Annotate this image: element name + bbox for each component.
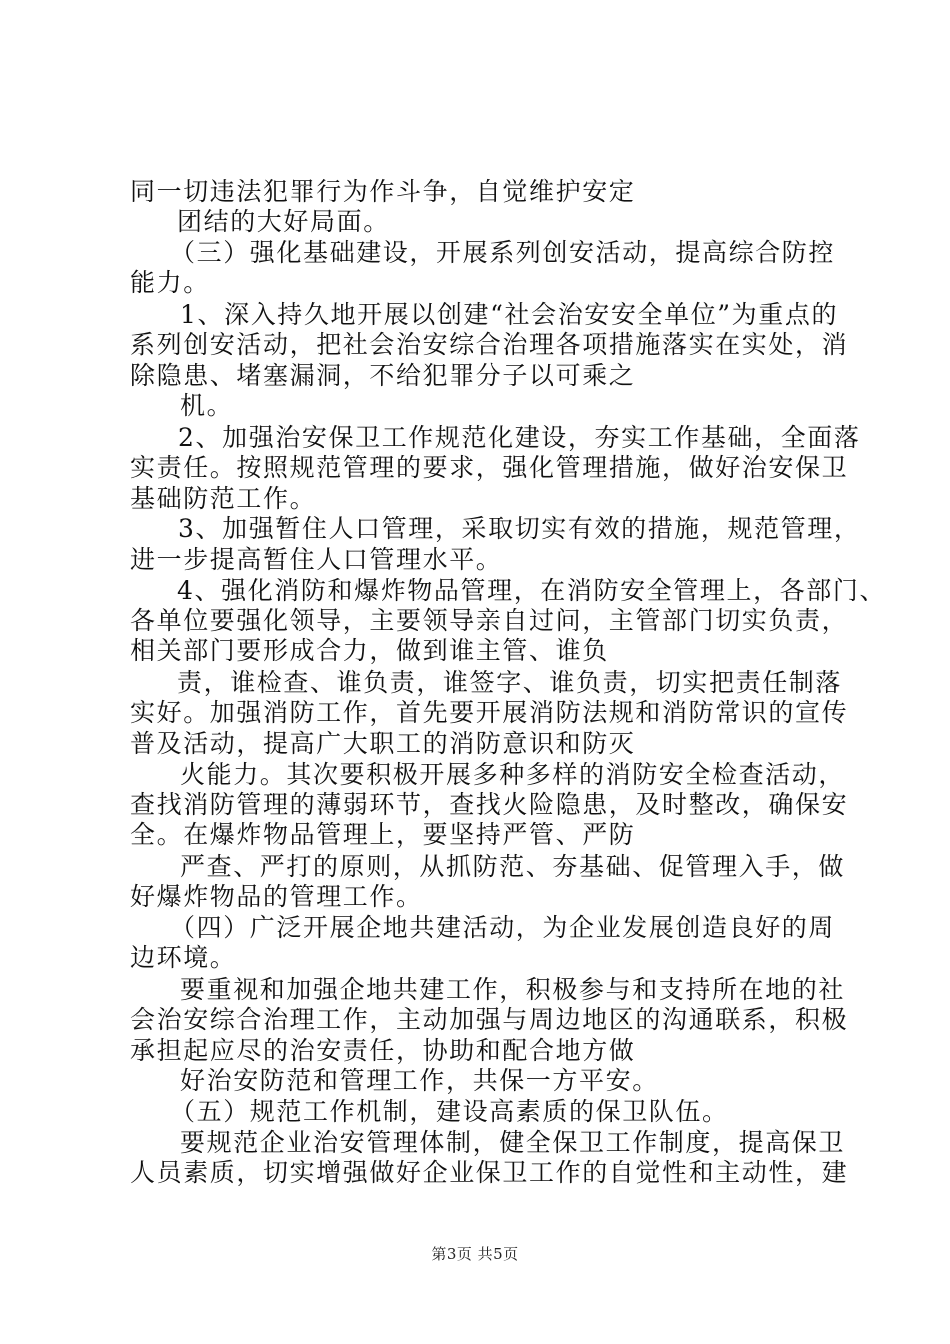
text-line: 系列创安活动，把社会治安综合治理各项措施落实在实处，消 (130, 330, 849, 359)
text-line: 会治安综合治理工作，主动加强与周边地区的沟通联系，积极 (130, 1005, 849, 1034)
text-line: 要规范企业治安管理体制，健全保卫工作制度，提高保卫 (180, 1128, 846, 1157)
section-heading: 边环境。 (130, 943, 237, 972)
text-line: 1、深入持久地开展以创建“社会治安安全单位”为重点的 (180, 300, 839, 329)
text-line: 实好。加强消防工作，首先要开展消防法规和消防常识的宣传 (130, 698, 849, 727)
text-line: 2、加强治安保卫工作规范化建设，夯实工作基础，全面落 (178, 423, 861, 452)
text-line: 3、加强暂住人口管理，采取切实有效的措施，规范管理， (178, 514, 861, 543)
text-line: 各单位要强化领导，主要领导亲自过问，主管部门切实负责， (130, 606, 849, 635)
text-line: 基础防范工作。 (130, 484, 317, 513)
text-line: 实责任。按照规范管理的要求，强化管理措施，做好治安保卫 (130, 453, 849, 482)
section-heading: （四）广泛开展企地共建活动，为企业发展创造良好的周 (170, 913, 836, 942)
section-heading: 能力。 (130, 268, 210, 297)
text-line: 责，谁检查、谁负责，谁签字、谁负责，切实把责任制落 (177, 668, 843, 697)
text-line: 同一切违法犯罪行为作斗争，自觉维护安定 (130, 177, 636, 206)
text-line: 进一步提高暂住人口管理水平。 (130, 545, 503, 574)
text-line: 承担起应尽的治安责任，协助和配合地方做 (130, 1036, 636, 1065)
text-line: 普及活动，提高广大职工的消防意识和防灭 (130, 729, 636, 758)
text-line: 全。在爆炸物品管理上，要坚持严管、严防 (130, 820, 636, 849)
text-line: 好爆炸物品的管理工作。 (130, 882, 423, 911)
text-line: 严查、严打的原则，从抓防范、夯基础、促管理入手，做 (180, 852, 846, 881)
text-line: 除隐患、堵塞漏洞，不给犯罪分子以可乘之 (130, 361, 636, 390)
text-line: 4、强化消防和爆炸物品管理，在消防安全管理上，各部门、 (177, 576, 887, 605)
text-line: 要重视和加强企地共建工作，积极参与和支持所在地的社 (180, 975, 846, 1004)
text-line: 相关部门要形成合力，做到谁主管、谁负 (130, 636, 609, 665)
text-line: 机。 (180, 391, 234, 420)
page-number-footer: 第3页 共5页 (431, 1245, 519, 1263)
text-line: 火能力。其次要积极开展多种多样的消防安全检查活动， (180, 760, 846, 789)
text-line: 好治安防范和管理工作，共保一方平安。 (180, 1066, 659, 1095)
text-line: 查找消防管理的薄弱环节，查找火险隐患，及时整改，确保安 (130, 790, 849, 819)
text-line: 团结的大好局面。 (177, 207, 390, 236)
section-heading: （三）强化基础建设，开展系列创安活动，提高综合防控 (170, 238, 836, 267)
text-line: 人员素质，切实增强做好企业保卫工作的自觉性和主动性，建 (130, 1158, 849, 1187)
section-heading: （五）规范工作机制，建设高素质的保卫队伍。 (170, 1097, 729, 1126)
